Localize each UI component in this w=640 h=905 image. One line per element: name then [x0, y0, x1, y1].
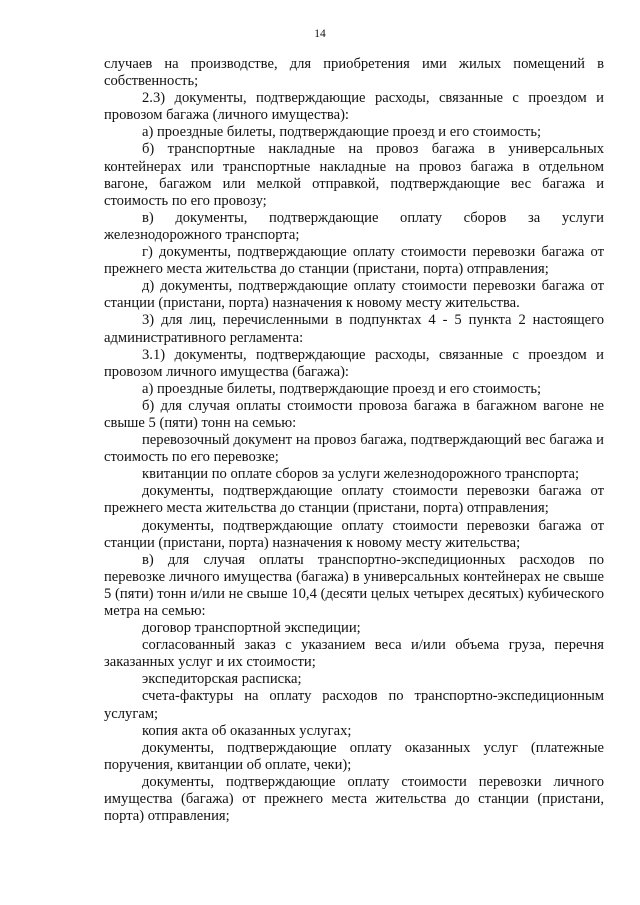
paragraph: а) проездные билеты, подтверждающие проезд и его стоимость;: [142, 380, 542, 397]
paragraph: согласованный заказ с указанием веса и/или объема груза, перечня заказанных услуг и их стоимости;: [104, 637, 604, 671]
page-number: 14: [314, 28, 326, 40]
paragraph: б) транспортные накладные на провоз багажа в универсальных контейнерах или транспортные накладные на провоз багажа в отдельном вагоне, багажом или мелкой отправкой, подтверждающие вес багажа и стоимость по его провозу;: [104, 141, 604, 209]
paragraph: в) документы, подтверждающие оплату сборов за услуги железнодорожного транспорта;: [104, 209, 604, 243]
paragraph: документы, подтверждающие оплату стоимости перевозки багажа от станции (пристани, порта) назначения к новому месту жительства;: [104, 517, 604, 551]
paragraph: перевозочный документ на провоз багажа, подтверждающий вес багажа и стоимость по его перевозке;: [104, 432, 604, 466]
paragraph: квитанции по оплате сборов за услуги железнодорожного транспорта;: [142, 466, 580, 483]
paragraph: копия акта об оказанных услугах;: [142, 722, 352, 739]
paragraph: счета-фактуры на оплату расходов по транспортно-экспедиционным услугам;: [104, 688, 604, 722]
paragraph: договор транспортной экспедиции;: [142, 620, 361, 637]
paragraph: 2.3) документы, подтверждающие расходы, связанные с проездом и провозом багажа (личного имущества):: [104, 90, 604, 124]
paragraph: экспедиторская расписка;: [142, 671, 302, 688]
paragraph: 3) для лиц, перечисленными в подпунктах 4 - 5 пункта 2 настоящего административного регламента:: [104, 312, 604, 346]
paragraph: в) для случая оплаты транспортно-экспедиционных расходов по перевозке личного имущества (багажа) в универсальных контейнерах не свыше 5 (пяти) тонн и/или не свыше 10,4 (десяти целых четырех десятых) кубического метра на семью:: [104, 551, 604, 619]
paragraph: а) проездные билеты, подтверждающие проезд и его стоимость;: [142, 124, 542, 141]
document-body: [104, 56, 604, 825]
paragraph: б) для случая оплаты стоимости провоза багажа в багажном вагоне не свыше 5 (пяти) тонн на семью:: [104, 397, 604, 431]
paragraph: документы, подтверждающие оплату стоимости перевозки личного имущества (багажа) от прежнего места жительства до станции (пристани, порта) отправления;: [104, 773, 604, 825]
paragraph: документы, подтверждающие оплату оказанных услуг (платежные поручения, квитанции об оплате, чеки);: [104, 739, 604, 773]
paragraph: случаев на производстве, для приобретения ими жилых помещений в собственность;: [104, 56, 604, 90]
paragraph: документы, подтверждающие оплату стоимости перевозки багажа от прежнего места жительства до станции (пристани, порта) отправления;: [104, 483, 604, 517]
paragraph: 3.1) документы, подтверждающие расходы, связанные с проездом и провозом личного имущества (багажа):: [104, 346, 604, 380]
paragraph: г) документы, подтверждающие оплату стоимости перевозки багажа от прежнего места жительства до станции (пристани, порта) отправления;: [104, 244, 604, 278]
paragraph: д) документы, подтверждающие оплату стоимости перевозки багажа от станции (пристани, порта) назначения к новому месту жительства.: [104, 278, 604, 312]
